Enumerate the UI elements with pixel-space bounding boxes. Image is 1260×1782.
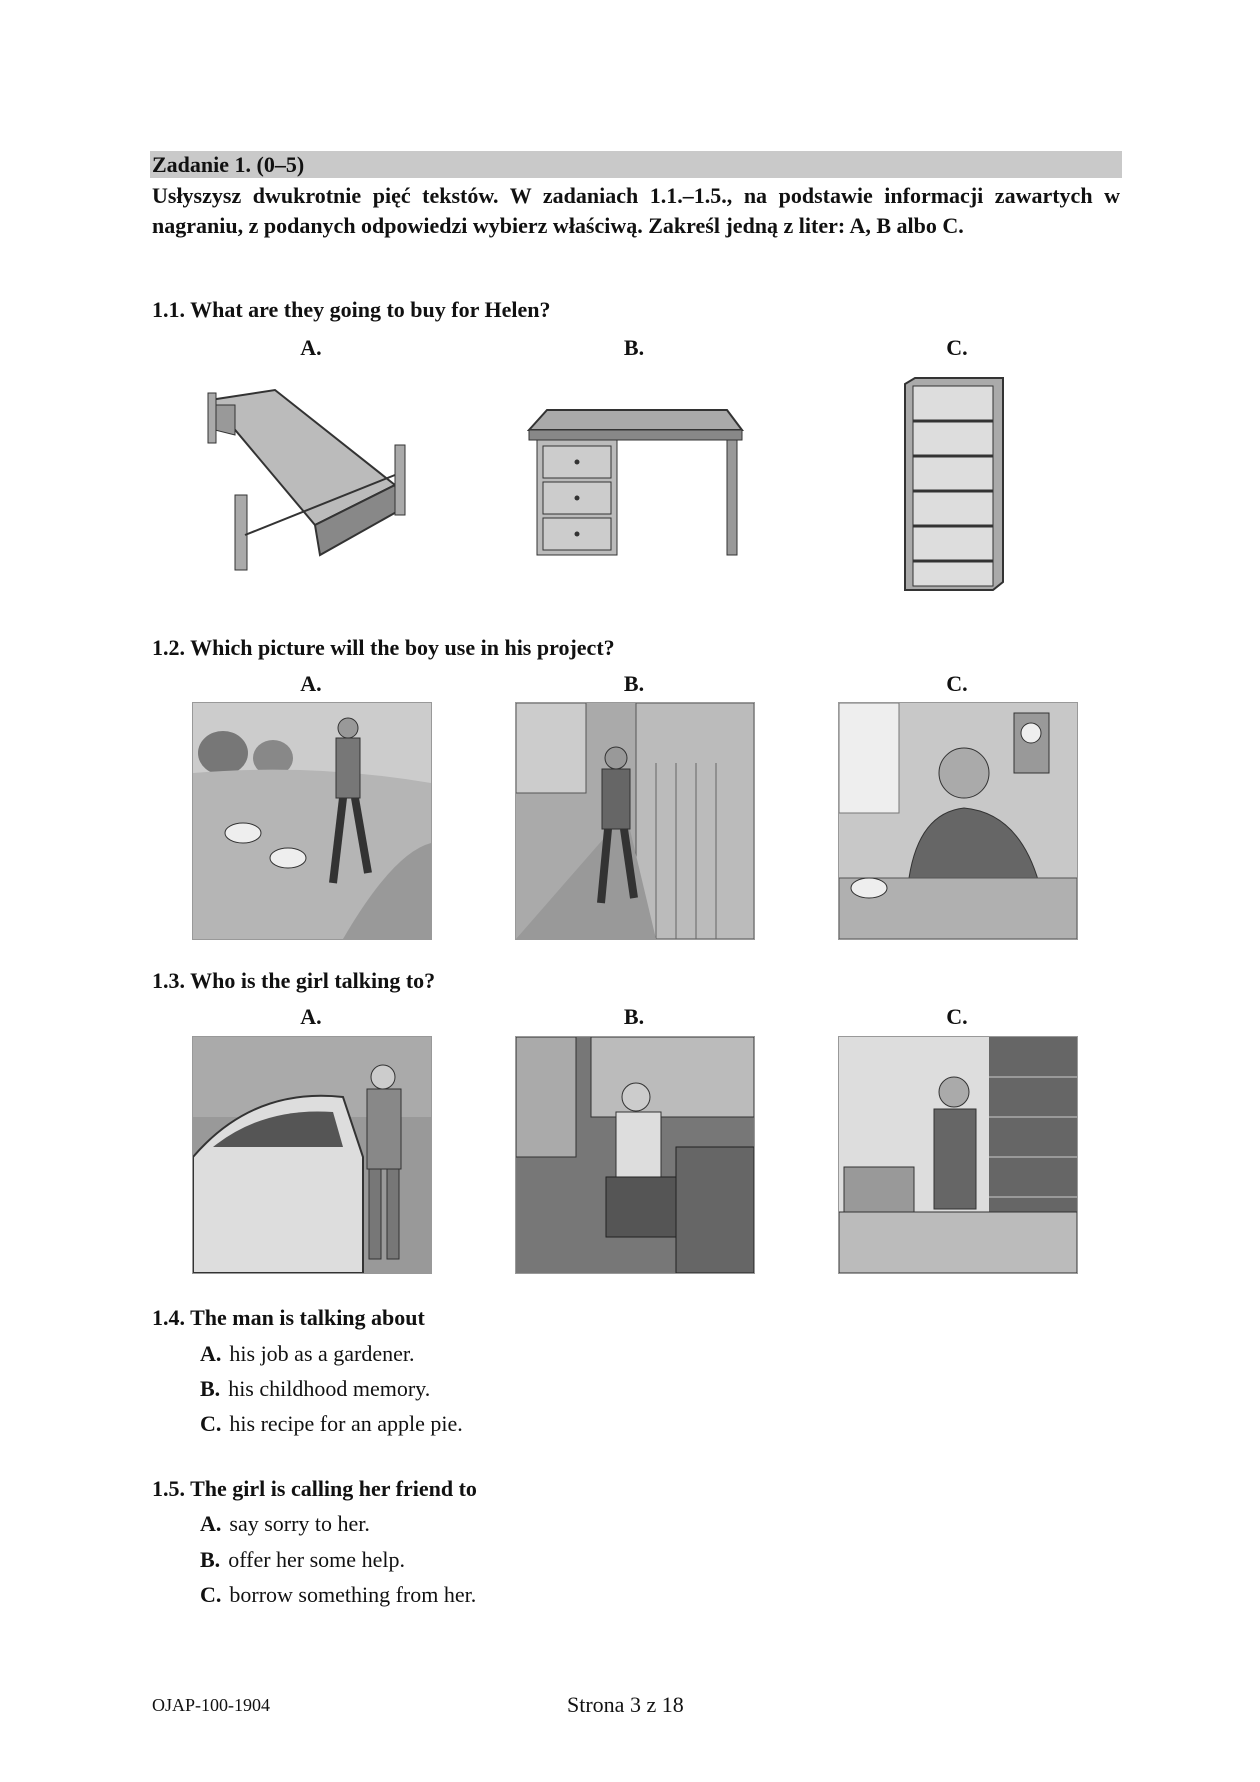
option-label-a[interactable]: A. [300, 671, 322, 696]
bookseller-picture [838, 1036, 1078, 1274]
task-header [150, 151, 1122, 178]
option-label-a[interactable]: A. [300, 335, 322, 360]
option-label-c[interactable]: C. [946, 671, 968, 696]
option-label-b[interactable]: B. [623, 671, 645, 696]
desk-picture [527, 408, 745, 558]
option-c[interactable]: C. borrow something from her. [200, 1582, 477, 1607]
option-b[interactable]: B. offer her some help. [200, 1547, 405, 1572]
option-a[interactable]: A. say sorry to her. [200, 1511, 370, 1536]
exam-code: OJAP-100-1904 [152, 1695, 271, 1715]
option-label-b[interactable]: B. [623, 1004, 645, 1029]
question-1-3: 1.3. Who is the girl talking to? [152, 968, 436, 993]
police-officer-picture [192, 1036, 432, 1274]
question-1-4: 1.4. The man is talking about [152, 1305, 425, 1330]
bus-driver-picture [515, 1036, 755, 1274]
man-drinking-tea-picture [838, 702, 1078, 940]
man-with-umbrella-street-picture [515, 702, 755, 940]
question-1-1: 1.1. What are they going to buy for Helen? [152, 297, 551, 322]
option-c[interactable]: C. his recipe for an apple pie. [200, 1411, 463, 1436]
option-label-b[interactable]: B. [623, 335, 645, 360]
task-instruction: Usłyszysz dwukrotnie pięć tekstów. W zadaniach 1.1.–1.5., na podstawie informacji zawartych w nagraniu, z podanych odpowiedzi wybierz właściwą. Zakreśl jedną z liter: A, B albo C. [152, 183, 1120, 238]
task-title: Zadanie 1. (0–5) [152, 152, 305, 177]
option-label-a[interactable]: A. [300, 1004, 322, 1029]
bed-picture [205, 375, 415, 575]
question-1-5: 1.5. The girl is calling her friend to [152, 1476, 477, 1501]
page-number: Strona 3 z 18 [567, 1692, 684, 1717]
option-label-c[interactable]: C. [946, 335, 968, 360]
bookcase-picture [903, 376, 1007, 592]
question-1-2: 1.2. Which picture will the boy use in his project? [152, 635, 615, 660]
option-label-c[interactable]: C. [946, 1004, 968, 1029]
man-walking-dogs-picture [192, 702, 432, 940]
option-a[interactable]: A. his job as a gardener. [200, 1341, 415, 1366]
option-b[interactable]: B. his childhood memory. [200, 1376, 431, 1401]
